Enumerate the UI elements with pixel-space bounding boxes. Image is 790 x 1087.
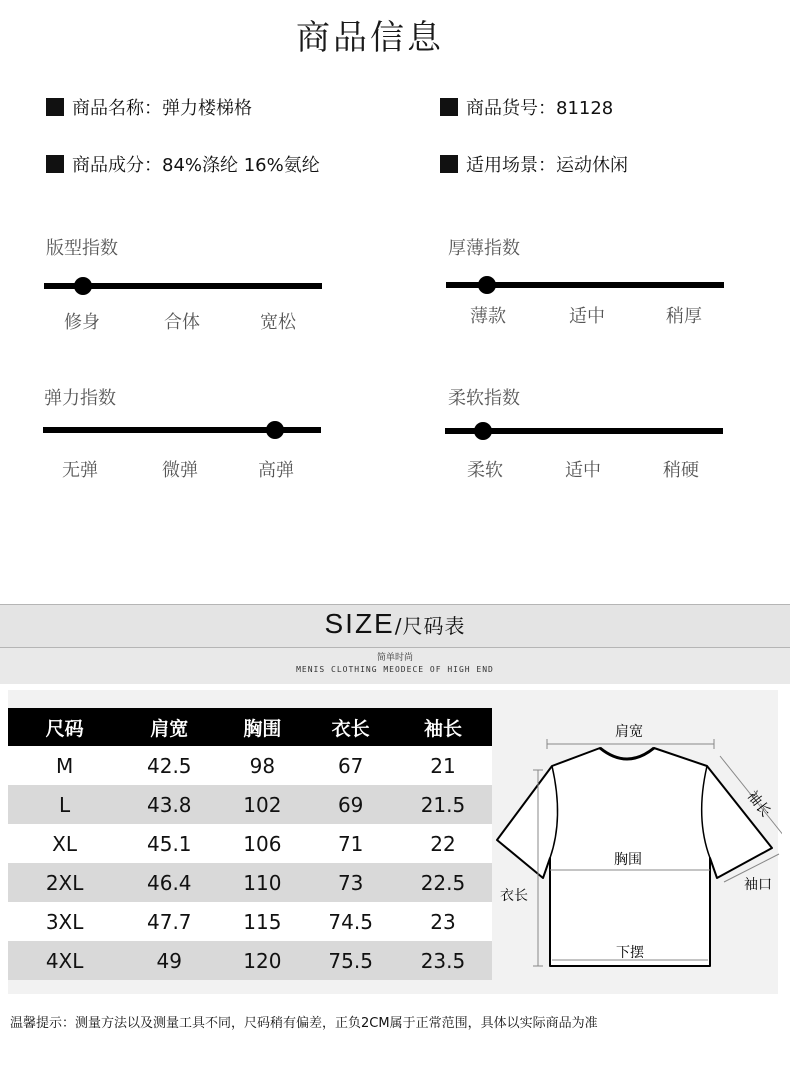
- header-size: 尺码: [8, 708, 121, 746]
- label-cuff: 袖口: [744, 877, 772, 893]
- size-table: [8, 708, 492, 980]
- size-title: [0, 608, 790, 640]
- cell-size: 3XL: [8, 902, 121, 941]
- cell-chest: 110: [217, 863, 307, 902]
- cell-size: 2XL: [8, 863, 121, 902]
- cell-chest: 98: [217, 746, 307, 785]
- cell-sleeve: 21: [394, 746, 492, 785]
- cell-chest: 106: [217, 824, 307, 863]
- info-scene-text: 适用场景：运动休闲: [466, 155, 628, 176]
- info-product-code: [440, 94, 613, 120]
- tshirt-measurement-diagram: [492, 708, 782, 988]
- label-shoulder: 肩宽: [615, 724, 643, 740]
- info-scene: [440, 151, 628, 177]
- cell-sleeve: 22: [394, 824, 492, 863]
- cell-size: L: [8, 785, 121, 824]
- info-material-text: 商品成分：84%涤纶 16%氨纶: [72, 155, 320, 176]
- cell-shoulder: 49: [121, 941, 217, 980]
- scale-elasticity-title: 弹力指数: [44, 388, 116, 409]
- scale-fit-label-3: 宽松: [260, 312, 296, 333]
- cell-sleeve: 23.5: [394, 941, 492, 980]
- page-title: 商品信息: [296, 18, 444, 58]
- cell-size: 4XL: [8, 941, 121, 980]
- size-title-en: SIZE: [324, 608, 395, 639]
- cell-sleeve: 22.5: [394, 863, 492, 902]
- scale-elasticity-marker: [266, 421, 284, 439]
- size-subtitle-cn: 简单时尚: [376, 653, 413, 663]
- scale-softness-label-2: 适中: [565, 460, 601, 481]
- scale-elasticity-label-1: 无弹: [62, 460, 98, 481]
- scale-fit-marker: [74, 277, 92, 295]
- cell-chest: 102: [217, 785, 307, 824]
- scale-fit-title: 版型指数: [46, 238, 118, 259]
- scale-thickness-label-3: 稍厚: [666, 306, 702, 327]
- label-length: 衣长: [500, 888, 528, 904]
- scale-elasticity-label-3: 高弹: [258, 460, 294, 481]
- scale-fit-label-2: 合体: [164, 312, 200, 333]
- cell-chest: 115: [217, 902, 307, 941]
- bullet-square-icon: [46, 98, 64, 116]
- cell-sleeve: 23: [394, 902, 492, 941]
- table-row: [8, 746, 492, 785]
- scale-thickness-label-2: 适中: [569, 306, 605, 327]
- size-title-cn: /尺码表: [394, 614, 466, 638]
- scale-softness-label-3: 稍硬: [663, 460, 699, 481]
- scale-fit-label-1: 修身: [64, 312, 100, 333]
- cell-shoulder: 42.5: [121, 746, 217, 785]
- label-sleeve: 袖长: [743, 788, 774, 821]
- cell-length: 74.5: [307, 902, 393, 941]
- scale-thickness-label-1: 薄款: [470, 306, 506, 327]
- scale-softness-marker: [474, 422, 492, 440]
- size-subtitle-en: MENIS CLOTHING MEODECE OF HIGH END: [296, 665, 494, 674]
- bullet-square-icon: [440, 155, 458, 173]
- cell-length: 75.5: [307, 941, 393, 980]
- cell-chest: 120: [217, 941, 307, 980]
- table-row: [8, 824, 492, 863]
- table-row: [8, 902, 492, 941]
- scale-softness-label-1: 柔软: [467, 460, 503, 481]
- header-chest: 胸围: [217, 708, 307, 746]
- table-row: [8, 941, 492, 980]
- header-shoulder: 肩宽: [121, 708, 217, 746]
- label-chest: 胸围: [614, 852, 642, 868]
- header-sleeve: 袖长: [394, 708, 492, 746]
- cell-sleeve: 21.5: [394, 785, 492, 824]
- cell-length: 71: [307, 824, 393, 863]
- scale-elasticity-label-2: 微弹: [162, 460, 198, 481]
- bullet-square-icon: [440, 98, 458, 116]
- cell-shoulder: 43.8: [121, 785, 217, 824]
- header-length: 衣长: [307, 708, 393, 746]
- scale-thickness-marker: [478, 276, 496, 294]
- info-product-name: [46, 94, 252, 120]
- info-material: [46, 151, 320, 177]
- info-product-code-text: 商品货号：81128: [466, 98, 614, 119]
- cell-length: 67: [307, 746, 393, 785]
- scale-softness-title: 柔软指数: [448, 388, 520, 409]
- cell-shoulder: 46.4: [121, 863, 217, 902]
- cell-shoulder: 45.1: [121, 824, 217, 863]
- table-row: [8, 863, 492, 902]
- notice-text: 温馨提示：测量方法以及测量工具不同，尺码稍有偏差，正负2CM属于正常范围，具体以实际商品为准: [10, 1016, 598, 1031]
- scale-thickness-title: 厚薄指数: [448, 238, 520, 259]
- size-table-header: [8, 708, 492, 746]
- cell-size: XL: [8, 824, 121, 863]
- cell-length: 73: [307, 863, 393, 902]
- cell-shoulder: 47.7: [121, 902, 217, 941]
- label-hem: 下摆: [616, 945, 644, 961]
- table-row: [8, 785, 492, 824]
- info-product-name-text: 商品名称：弹力楼梯格: [72, 98, 252, 119]
- cell-size: M: [8, 746, 121, 785]
- bullet-square-icon: [46, 155, 64, 173]
- cell-length: 69: [307, 785, 393, 824]
